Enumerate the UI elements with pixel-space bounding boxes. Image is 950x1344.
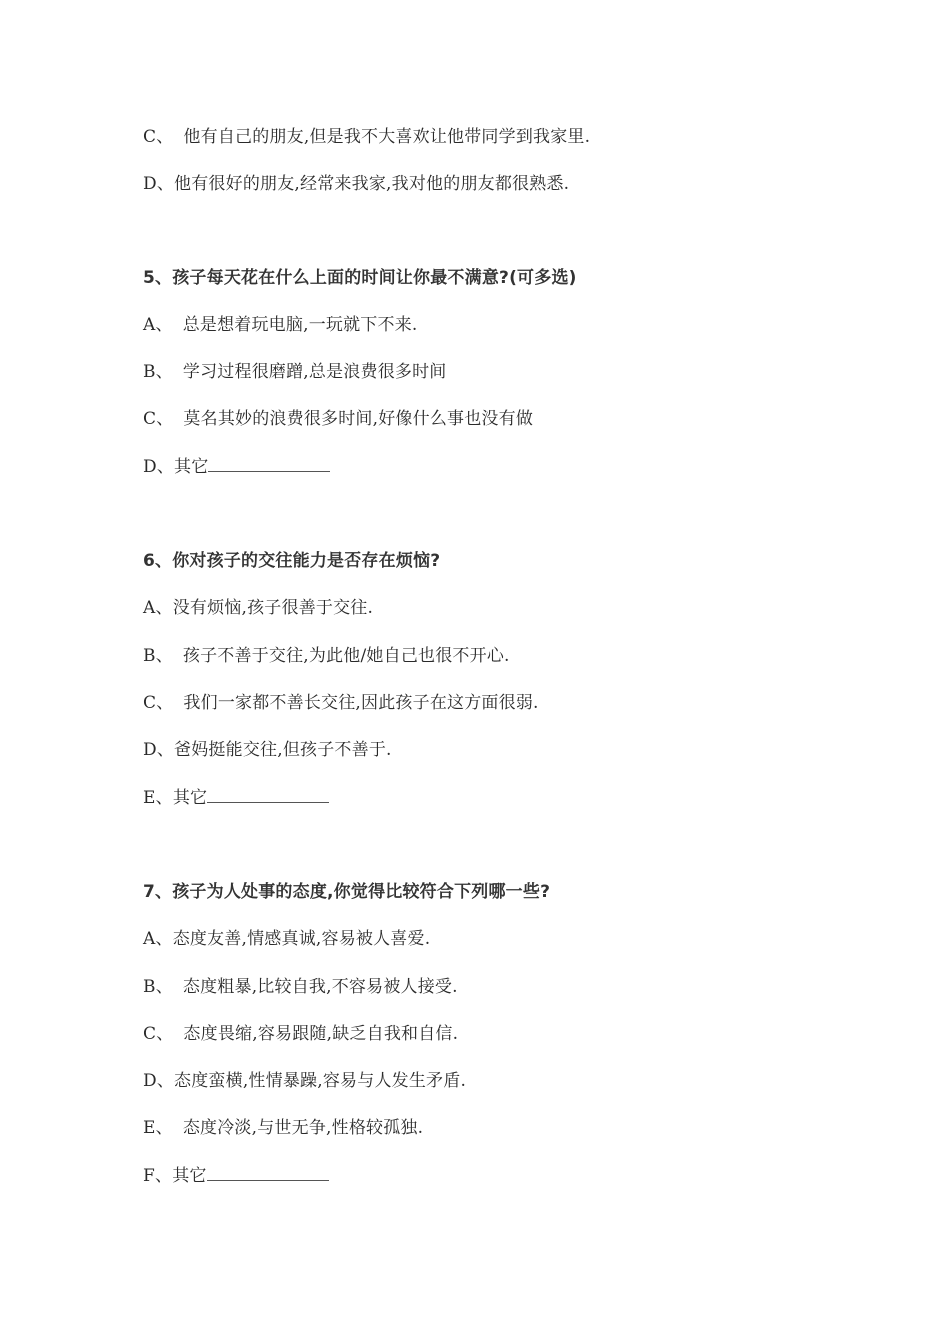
option-letter: D、 (143, 740, 175, 760)
q5-title: 5、孩子每天花在什么上面的时间让你最不满意?(可多选) (143, 268, 577, 288)
q6-option-a (143, 597, 373, 619)
option-text: 我们一家都不善长交往,因此孩子在这方面很弱. (183, 693, 539, 713)
option-text: 其它 (174, 457, 209, 477)
option-letter: F、 (143, 1166, 173, 1186)
option-letter: D、 (143, 1071, 175, 1091)
fill-in-blank[interactable] (207, 786, 329, 803)
option-letter: C、 (143, 409, 174, 429)
q5-option-a (143, 314, 418, 336)
option-text: 总是想着玩电脑,一玩就下不来. (182, 315, 418, 335)
option-text: 没有烦恼,孩子很善于交往. (172, 598, 374, 618)
option-text: 态度粗暴,比较自我,不容易被人接受. (182, 977, 458, 997)
q7-option-c (143, 1023, 458, 1045)
q6-option-e (143, 786, 329, 809)
option-text: 态度冷淡,与世无争,性格较孤独. (182, 1118, 424, 1138)
q5-option-d (143, 455, 330, 478)
option-text: 孩子不善于交往,为此他/她自己也很不开心. (182, 646, 510, 666)
q7-title: 7、孩子为人处事的态度,你觉得比较符合下列哪一些? (143, 882, 551, 902)
q5-option-b (143, 361, 447, 383)
q6-option-d (143, 739, 392, 761)
q4-option-c (143, 126, 590, 148)
q7-option-b (143, 976, 458, 998)
option-text: 其它 (172, 788, 208, 808)
option-text: 态度畏缩,容易跟随,缺乏自我和自信. (183, 1024, 459, 1044)
q4-option-d (143, 173, 569, 195)
option-text: 学习过程很磨蹭,总是浪费很多时间 (182, 362, 447, 382)
option-letter: B、 (143, 977, 173, 997)
option-text: 其它 (172, 1166, 207, 1186)
option-letter: A、 (143, 315, 173, 335)
option-letter: C、 (143, 693, 174, 713)
option-letter: D、 (143, 457, 175, 477)
option-letter: B、 (143, 646, 173, 666)
fill-in-blank[interactable] (208, 455, 330, 472)
fill-in-blank[interactable] (207, 1164, 329, 1181)
option-letter: A、 (143, 929, 173, 949)
q7-option-e (143, 1117, 423, 1139)
option-letter: D、 (143, 174, 175, 194)
q6-title: 6、你对孩子的交往能力是否存在烦恼? (143, 551, 441, 571)
option-letter: E、 (143, 1118, 173, 1138)
option-text: 爸妈挺能交往,但孩子不善于. (174, 740, 392, 760)
option-letter: C、 (143, 127, 174, 147)
q5-option-c (143, 408, 533, 430)
option-text: 他有很好的朋友,经常来我家,我对他的朋友都很熟悉. (174, 174, 570, 194)
option-letter: B、 (143, 362, 173, 382)
option-text: 态度蛮横,性情暴躁,容易与人发生矛盾. (174, 1071, 467, 1091)
q6-option-c (143, 692, 539, 714)
option-text: 莫名其妙的浪费很多时间,好像什么事也没有做 (183, 409, 534, 429)
option-letter: C、 (143, 1024, 174, 1044)
option-letter: A、 (143, 598, 173, 618)
q7-option-a (143, 928, 430, 950)
option-text: 他有自己的朋友,但是我不大喜欢让他带同学到我家里. (183, 127, 591, 147)
q7-option-f (143, 1164, 329, 1187)
option-text: 态度友善,情感真诚,容易被人喜爱. (172, 929, 431, 949)
q6-option-b (143, 645, 510, 667)
option-letter: E、 (143, 788, 173, 808)
q7-option-d (143, 1070, 466, 1092)
